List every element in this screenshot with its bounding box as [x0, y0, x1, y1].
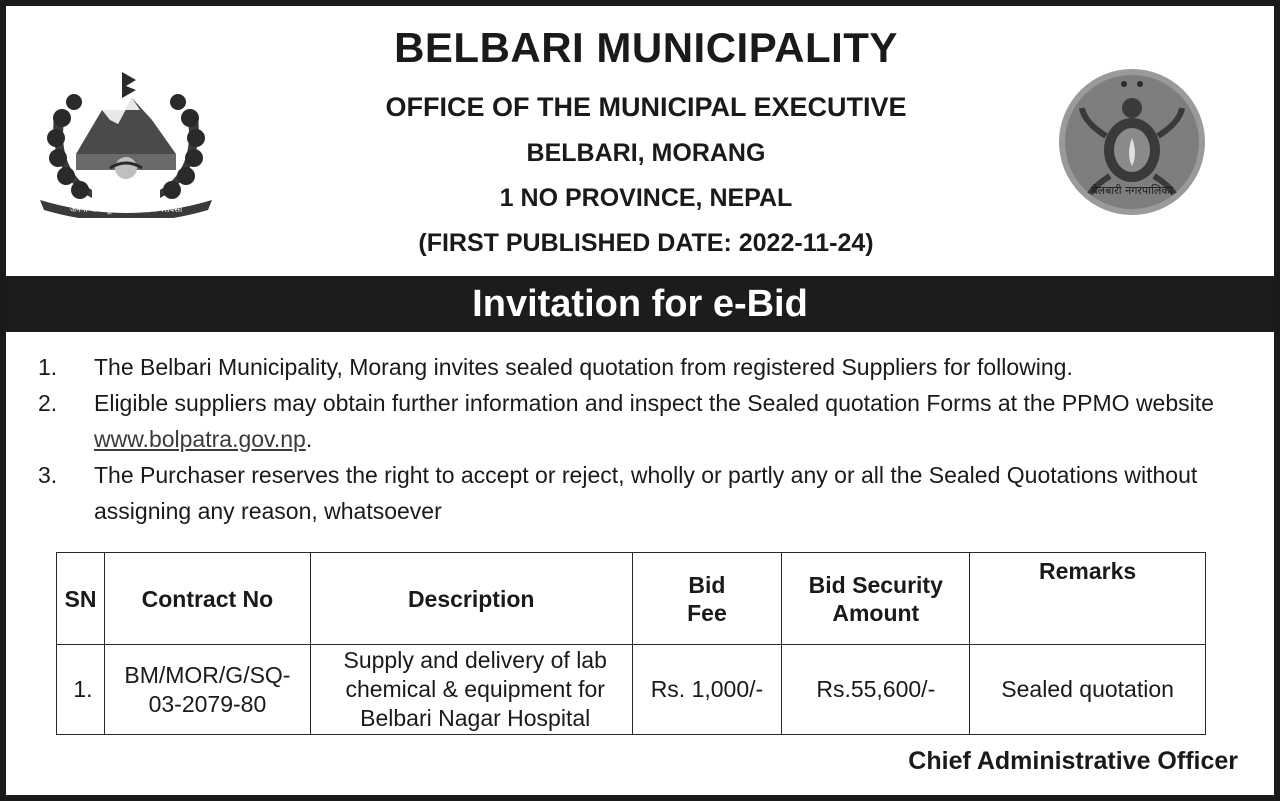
point-text-end: . — [305, 426, 313, 452]
cell-contract-no — [104, 645, 310, 735]
invitation-banner: Invitation for e-Bid — [6, 276, 1274, 332]
point-text: Eligible suppliers may obtain further information and inspect the Sealed quotation Forms at the PPMO website — [94, 390, 1214, 416]
bolpatra-link[interactable]: www.bolpatra.gov.np — [94, 426, 306, 452]
contract-no-line2: 03-2079-80 — [148, 690, 267, 717]
description-line3: Belbari Nagar Hospital — [360, 705, 591, 731]
bid-table — [56, 552, 1206, 735]
description-line1: Supply and delivery of lab — [343, 647, 607, 673]
seal-text: बेलबारी नगरपालिका — [1091, 184, 1173, 197]
cell-description — [310, 645, 632, 735]
cell-sn: 1. — [57, 645, 105, 735]
list-item — [38, 385, 1253, 457]
nepal-emblem-icon — [32, 58, 220, 218]
point-number: 1. — [38, 354, 58, 380]
list-item — [38, 457, 1253, 529]
point-number: 3. — [38, 462, 58, 488]
signature-title: Chief Administrative Officer — [908, 747, 1238, 775]
table-row — [57, 645, 1206, 735]
notice-points — [38, 349, 1253, 529]
municipality-title: BELBARI MUNICIPALITY — [394, 24, 898, 71]
cell-bid-fee: Rs. 1,000/- — [632, 645, 782, 735]
province-name: 1 NO PROVINCE, NEPAL — [499, 184, 793, 212]
bid-fee-line1: Bid — [688, 571, 726, 598]
description-line2: chemical & equipment for — [345, 676, 605, 702]
bid-fee-line2: Fee — [687, 599, 727, 626]
office-name: OFFICE OF THE MUNICIPAL EXECUTIVE — [385, 92, 907, 122]
col-remarks: Remarks — [970, 553, 1206, 645]
published-date: (FIRST PUBLISHED DATE: 2022-11-24) — [418, 229, 874, 257]
contract-no-line1: BM/MOR/G/SQ- — [124, 661, 291, 688]
cell-remarks: Sealed quotation — [970, 645, 1206, 735]
city-name: BELBARI, MORANG — [526, 139, 766, 167]
table-header-row — [57, 553, 1206, 645]
point-number: 2. — [38, 390, 58, 416]
col-contract-no: Contract No — [104, 553, 310, 645]
list-item — [38, 349, 1253, 385]
col-bid-fee — [632, 553, 782, 645]
col-sn: SN — [57, 553, 105, 645]
cell-bid-security: Rs.55,600/- — [782, 645, 970, 735]
emblem-motto: जननी जन्मभूमिश्च स्वर्गादपि गरीयसी — [69, 205, 183, 215]
point-text: The Purchaser reserves the right to accept or reject, wholly or partly any or all the Sealed Quotations without assigning any reason, whatsoever — [94, 462, 1198, 524]
municipality-seal-icon — [1054, 66, 1210, 218]
bid-security-line2: Amount — [832, 599, 920, 626]
bid-security-line1: Bid Security — [808, 571, 943, 598]
col-bid-security — [782, 553, 970, 645]
point-text: The Belbari Municipality, Morang invites sealed quotation from registered Suppliers for following. — [94, 354, 1073, 380]
col-description: Description — [310, 553, 632, 645]
